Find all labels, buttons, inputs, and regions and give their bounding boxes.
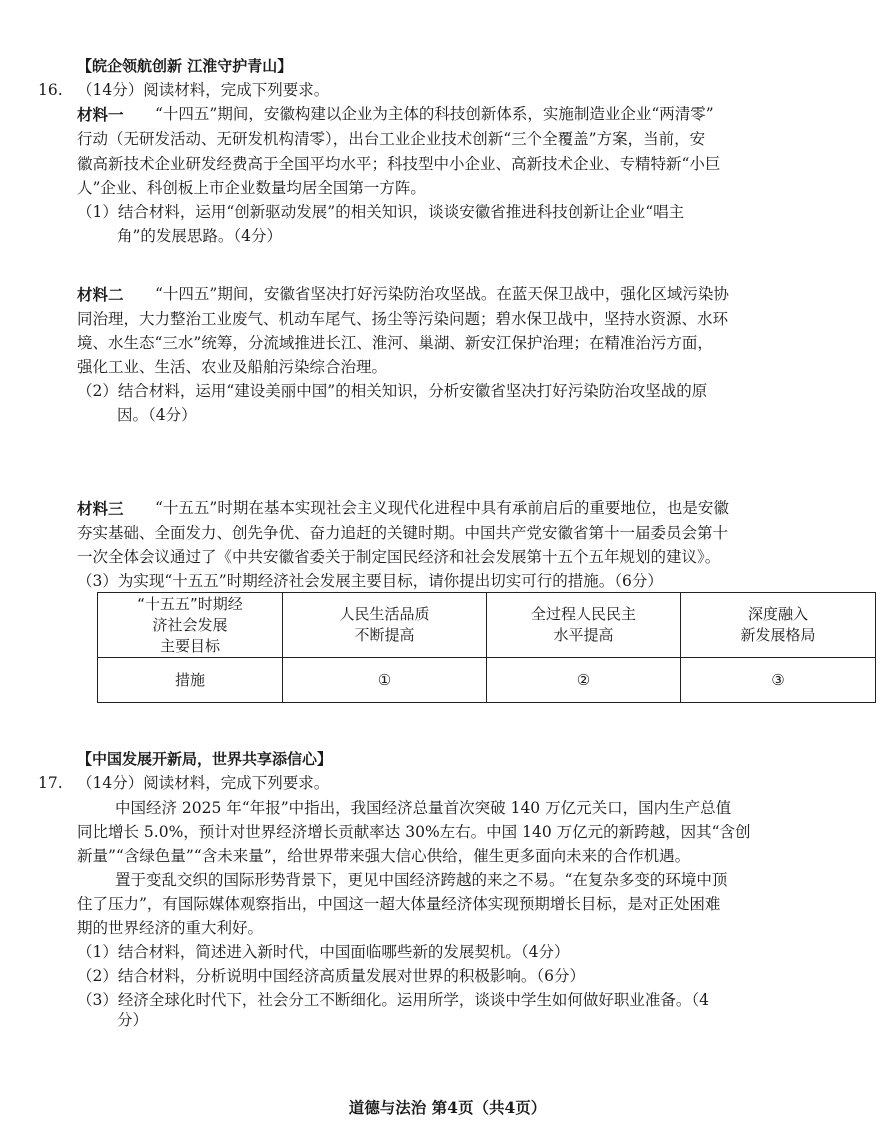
q16-material-1-line: 徽高新技术企业研发经费高于全国平均水平；科技型中小企业、高新技术企业、专精特新“小巨: [77, 155, 721, 173]
q17-sub-question-3: 分）: [117, 1011, 149, 1029]
goal-cell: [487, 593, 681, 658]
goals-header-line: 济社会发展: [152, 615, 228, 634]
q16-sub-question-1: 角”的发展思路。（4分）: [117, 227, 283, 245]
q17-paragraph-1-line: 中国经济 2025 年“年报”中指出，我国经济总量首次突破 140 万亿元关口，国内生产总值: [115, 799, 732, 817]
q17-sub-question-2: （2）结合材料，分析说明中国经济高质量发展对世界的积极影响。（6分）: [77, 967, 585, 985]
q16-instruction: （14分）阅读材料，完成下列要求。: [77, 81, 330, 99]
q16-section-heading: 【皖企领航创新 江淮守护青山】: [77, 57, 293, 75]
q17-sub-question-3: （3）经济全球化时代下，社会分工不断细化。运用所学，谈谈中学生如何做好职业准备。（4: [77, 991, 709, 1009]
goal-cell: [681, 593, 876, 658]
goal-text: 水平提高: [553, 626, 614, 644]
goal-cell: [283, 593, 487, 658]
q16-material-1-label: 材料一: [77, 105, 124, 124]
q16-material-2-label: 材料二: [77, 285, 124, 304]
goals-header-line: 主要目标: [159, 636, 220, 655]
q17-paragraph-2-line: 期的世界经济的重大利好。: [77, 919, 264, 937]
page-footer: 道德与法治 第4页（共4页）: [348, 1098, 547, 1117]
goals-table: [97, 592, 876, 703]
goals-header-line: “十五五”时期经: [137, 594, 243, 613]
measure-blank-cell: ①: [283, 658, 487, 703]
q16-sub-question-2: （2）结合材料，运用“建设美丽中国”的相关知识，分析安徽省坚决打好污染防治攻坚战的原: [77, 382, 708, 400]
measures-label-cell: 措施: [98, 658, 283, 703]
q17-paragraph-1-line: 新量”“含绿色量”“含未来量”，给世界带来强大信心供给，催生更多面向未来的合作机遇。: [77, 847, 691, 865]
measure-blank-cell: ③: [681, 658, 876, 703]
goal-text: 新发展格局: [740, 626, 816, 644]
q16-material-1-line: 行动（无研发活动、无研发机构清零），出台工业企业技术创新“三个全覆盖”方案，当前，安: [77, 130, 706, 148]
q17-sub-question-1: （1）结合材料，简述进入新时代，中国面临哪些新的发展契机。（4分）: [77, 943, 570, 961]
q16-material-2-line: 境、水生态“三水”统筹，分流域推进长江、淮河、巢湖、新安江保护治理；在精准治污方面，: [77, 334, 713, 352]
q16-material-3-line: 夯实基础、全面发力、创先争优、奋力追赶的关键时期。中国共产党安徽省第十一届委员会第十: [77, 524, 729, 542]
goals-row: [98, 593, 876, 658]
q16-sub-question-3: （3）为实现“十五五”时期经济社会发展主要目标，请你提出切实可行的措施。（6分）: [77, 572, 663, 590]
q16-material-3-label: 材料三: [77, 499, 124, 518]
q16-material-2-line: “十四五”期间，安徽省坚决打好污染防治攻坚战。在蓝天保卫战中，强化区域污染协: [155, 285, 729, 303]
q17-section-heading: 【中国发展开新局，世界共享添信心】: [77, 750, 333, 768]
q16-material-3-line: “十五五”时期在基本实现社会主义现代化进程中具有承前启后的重要地位，也是安徽: [155, 499, 729, 517]
q17-paragraph-2-line: 置于变乱交织的国际形势背景下，更见中国经济跨越的来之不易。“在复杂多变的环境中顶: [115, 871, 728, 889]
q16-number: 16.: [38, 81, 63, 99]
goal-text: 人民生活品质: [339, 605, 430, 623]
measure-blank-cell: ②: [487, 658, 681, 703]
q16-sub-question-2: 因。（4分）: [117, 406, 197, 424]
q17-paragraph-2-line: 住了压力”，有国际媒体观察指出，中国这一超大体量经济体实现预期增长目标，是对正处困难: [77, 895, 721, 913]
q16-material-3-line: 一次全体会议通过了《中共安徽省委关于制定国民经济和社会发展第十五个五年规划的建议》。: [77, 548, 721, 566]
q16-material-1-line: “十四五”期间，安徽构建以企业为主体的科技创新体系，实施制造业企业“两清零”: [155, 105, 714, 123]
goal-text: 不断提高: [354, 626, 415, 644]
q17-paragraph-1-line: 同比增长 5.0%，预计对世界经济增长贡献率达 30%左右。中国 140 万亿元的新跨越，因其“含创: [77, 823, 751, 841]
goal-text: 深度融入: [747, 605, 808, 623]
q17-instruction: （14分）阅读材料，完成下列要求。: [77, 774, 330, 792]
q17-number: 17.: [38, 774, 63, 792]
measures-row: [98, 658, 876, 703]
q16-material-1-line: 人”企业、科创板上市企业数量均居全国第一方阵。: [77, 179, 426, 197]
goal-text: 全过程人民民主: [530, 605, 636, 623]
goals-header-cell: [98, 593, 283, 658]
q16-material-2-line: 同治理，大力整治工业废气、机动车尾气、扬尘等污染问题；碧水保卫战中，坚持水资源、水环: [77, 310, 729, 328]
q16-material-2-line: 强化工业、生活、农业及船舶污染综合治理。: [77, 358, 388, 376]
q16-sub-question-1: （1）结合材料，运用“创新驱动发展”的相关知识，谈谈安徽省推进科技创新让企业“唱主: [77, 203, 685, 221]
